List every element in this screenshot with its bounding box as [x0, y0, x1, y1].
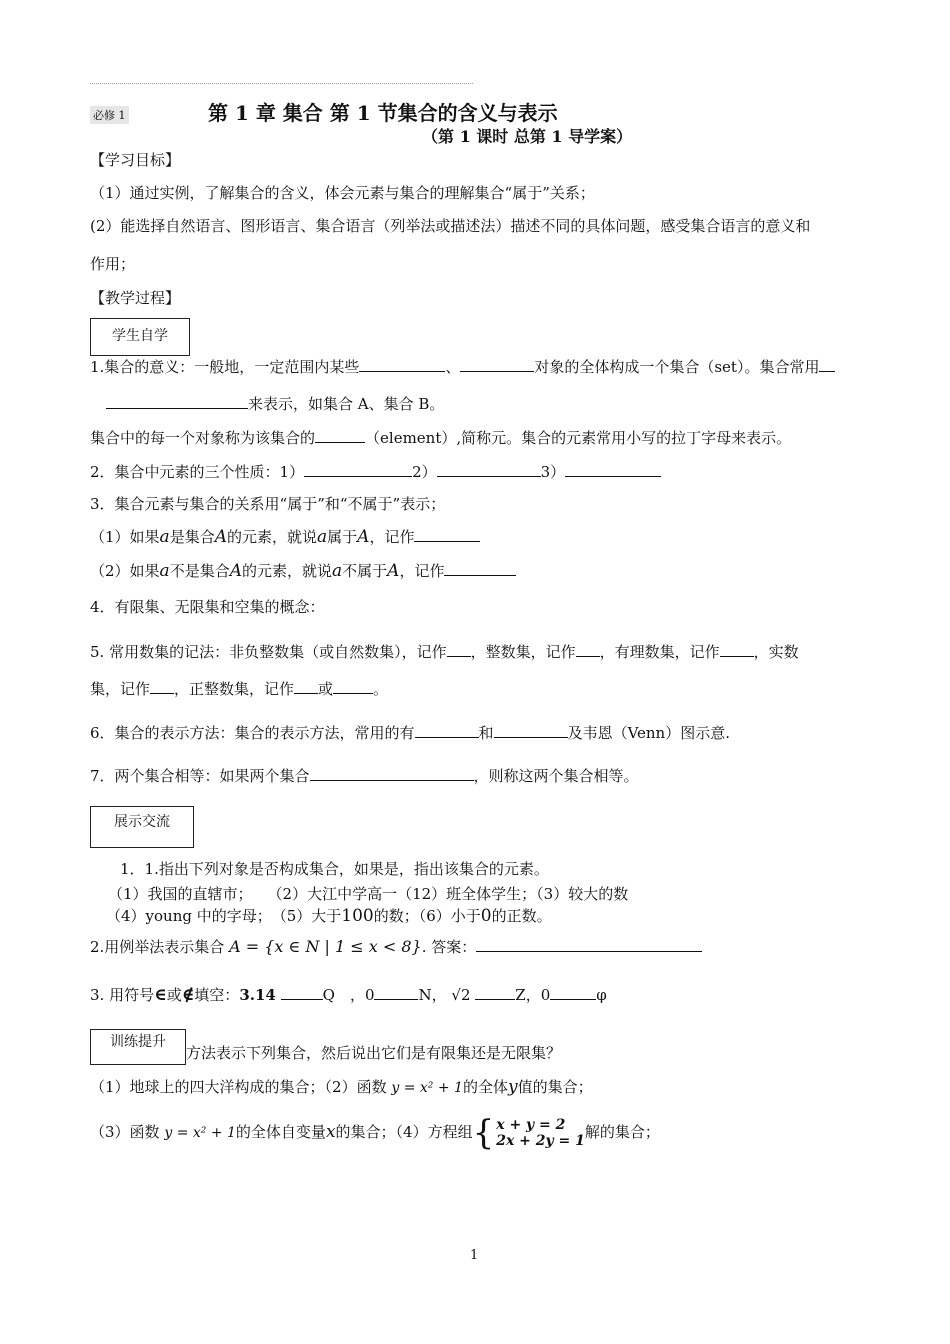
blank [106, 393, 248, 409]
equation-system: { x + y = 2 2x + 2y = 1 [472, 1113, 585, 1153]
blank [359, 356, 445, 372]
self-study-line-2: 来表示，如集合 A、集合 B。 [106, 393, 444, 414]
goal-2b: 作用； [90, 255, 136, 273]
self-study-box: 学生自学 [90, 318, 190, 356]
exchange-q1: 1．1.指出下列对象是否构成集合，如果是，指出该集合的元素。 [120, 860, 549, 878]
self-study-line-11: 6．集合的表示方法：集合的表示方法，常用的有 和 及韦恩（Venn）图示意. [90, 724, 730, 742]
goal-1: （1）通过实例，了解集合的含义，体会元素与集合的理解集合“属于”关系； [90, 184, 595, 202]
self-study-line-12: 7．两个集合相等：如果两个集合 ，则称这两个集合相等。 [90, 767, 639, 785]
exchange-q3: 3. 用符号∈或∉填空：3.14 Q ，0 N， √2 Z，0 φ [90, 985, 607, 1005]
blank [414, 526, 480, 542]
self-study-line-7: （2）如果a不是集合A的元素，就说a不属于A，记作 [90, 560, 516, 581]
blank [494, 722, 568, 738]
function-expression: y = x² + 1 [391, 1080, 463, 1096]
blank [550, 984, 596, 1000]
page-subtitle: （第 1 课时 总第 1 导学案） [422, 127, 633, 146]
self-study-line-1: 1.集合的意义：一般地，一定范围内某些 、 对象的全体构成一个集合（set）。集合常用 [90, 356, 835, 377]
set-expression: A = {x ∈ N | 1 ≤ x < 8} [229, 937, 422, 956]
blank [576, 641, 600, 657]
blank [415, 722, 479, 738]
self-study-line-10: 集，记作 ，正整数集，记作 或 。 [90, 680, 389, 698]
blank [304, 461, 412, 477]
header-rule [90, 83, 473, 84]
function-expression: y = x² + 1 [164, 1125, 236, 1141]
not-element-of-symbol: ∉ [181, 985, 195, 1005]
goals-heading: 【学习目标】 [90, 151, 181, 169]
blank [315, 427, 365, 443]
page-title: 第 1 章 集合 第 1 节集合的含义与表示 [208, 101, 558, 125]
blank [460, 356, 534, 372]
blank [444, 560, 516, 576]
blank [294, 678, 318, 694]
practice-line-2: （1）地球上的四大洋构成的集合；（2）函数 y = x² + 1的全体y值的集合； [90, 1077, 593, 1097]
self-study-line-4: 2．集合中元素的三个性质：1） 2） 3） [90, 461, 661, 482]
blank [476, 936, 702, 952]
self-study-line-5: 3．集合元素与集合的关系用“属于”和“不属于”表示； [90, 495, 446, 513]
exchange-q1-items-b: （4）young 中的字母； （5）大于100的数；（6）小于0的正数。 [106, 906, 552, 926]
self-study-line-8: 4．有限集、无限集和空集的概念： [90, 598, 325, 616]
exchange-box: 展示交流 [90, 806, 194, 848]
sqrt-two: √2 [451, 986, 471, 1004]
practice-line-3: （3）函数 y = x² + 1的全体自变量x的集合；（4）方程组 { x + y = 2 2x + 2y = 1 解的集合； [90, 1113, 660, 1153]
goal-2a: (2）能选择自然语言、图形语言、集合语言（列举法或描述法）描述不同的具体问题，感受集合语言的意义和 [90, 217, 811, 235]
practice-box: 训练提升 [90, 1029, 186, 1065]
exchange-q2: 2.用例举法表示集合 A = {x ∈ N | 1 ≤ x < 8}. 答案： [90, 936, 702, 957]
blank [310, 765, 474, 781]
practice-intro: 方法表示下列集合，然后说出它们是有限集还是无限集？ [186, 1044, 562, 1062]
page-number: 1 [470, 1248, 479, 1263]
blank [475, 984, 515, 1000]
process-heading: 【教学过程】 [90, 289, 181, 307]
blank [281, 984, 323, 1000]
blank [333, 678, 373, 694]
exchange-q1-items-a: （1）我国的直辖市； （2）大江中学高一（12）班全体学生；（3）较大的数 [108, 885, 629, 903]
blank [720, 641, 754, 657]
self-study-line-3: 集合中的每一个对象称为该集合的 （element）,简称元。集合的元素常用小写的拉丁字母来表示。 [90, 429, 792, 447]
blank [565, 461, 661, 477]
blank [374, 984, 418, 1000]
self-study-line-6: （1）如果a是集合A的元素，就说a属于A，记作 [90, 526, 480, 547]
blank [447, 641, 471, 657]
self-study-line-9: 5. 常用数集的记法：非负整数集（或自然数集），记作 ，整数集，记作 ，有理数集，记作 ，实数 [90, 643, 799, 661]
course-tag: 必修 1 [90, 106, 129, 124]
blank [819, 356, 835, 372]
blank [150, 678, 174, 694]
blank [437, 461, 541, 477]
element-of-symbol: ∈ [154, 985, 167, 1005]
